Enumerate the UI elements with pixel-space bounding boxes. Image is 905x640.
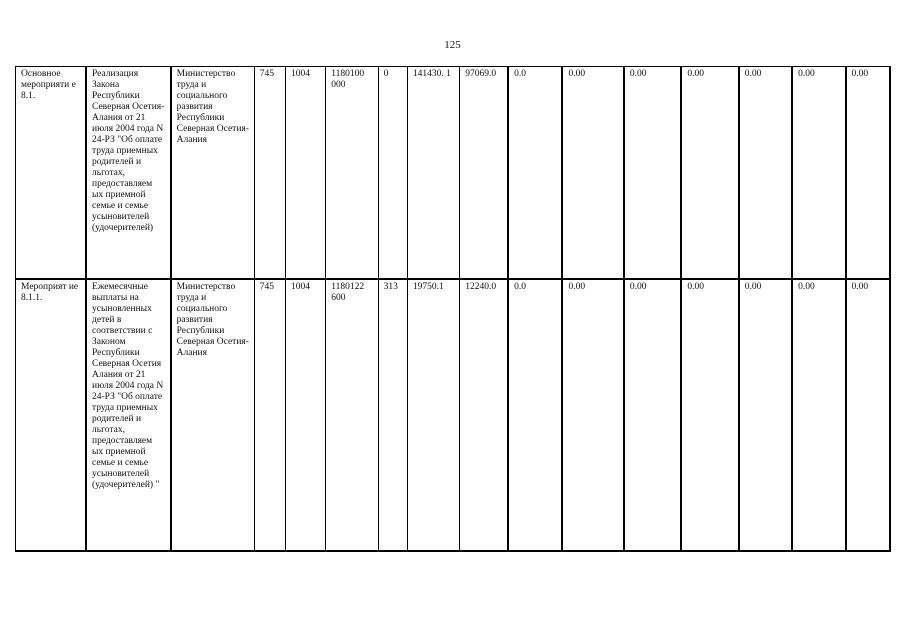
value-cell: 141430. 1 [407,67,459,280]
value-cell: 0.00 [792,279,845,551]
value-cell: 0.00 [562,279,623,551]
grbs-cell: 745 [254,67,285,280]
value-cell: 0.00 [792,67,845,280]
table-row [16,279,891,551]
value-cell: 0.00 [624,67,681,280]
status-cell: Основное мероприяти е 8.1. [16,67,87,280]
value-cell: 0.00 [846,67,890,280]
budget-table [15,66,891,552]
value-cell: 0.00 [739,279,792,551]
value-cell: 0.00 [624,279,681,551]
executor-cell: Министерство труда и социального развития Республики Северная Осетия-Алания [171,279,255,551]
rzpr-cell: 1004 [285,67,325,280]
vr-cell: 313 [378,279,407,551]
page-number: 125 [444,39,461,51]
value-cell: 0.00 [846,279,890,551]
value-cell: 97069.0 [460,67,508,280]
name-cell: Реализация Закона Республики Северная Осетия-Алания от 21 июля 2004 года N 24-РЗ "Об оплате труда приемных родителей и льготах, предоставляем ых приемной семье и семье усыновителей (удочерителей) [86,67,171,280]
vr-cell: 0 [378,67,407,280]
rzpr-cell: 1004 [285,279,325,551]
value-cell: 12240.0 [460,279,508,551]
table-row [16,67,891,280]
value-cell: 0.00 [681,67,738,280]
value-cell: 0.0 [508,279,562,551]
value-cell: 19750.1 [407,279,459,551]
value-cell: 0.00 [562,67,623,280]
value-cell: 0.0 [508,67,562,280]
executor-cell: Министерство труда и социального развития Республики Северная Осетия-Алания [171,67,255,280]
csr-cell: 1180100 000 [326,67,378,280]
name-cell: Ежемесячные выплаты на усыновленных детей в соответствии с Законом Республики Северная Осетия Алания от 21 июля 2004 года N 24-РЗ "Об оплате труда приемных родителей и льготах, предоставляем ых приемной семье и семье усыновителей (удочерителей) " [86,279,171,551]
status-cell: Мероприят ие 8.1.1. [16,279,87,551]
value-cell: 0.00 [739,67,792,280]
value-cell: 0.00 [681,279,738,551]
csr-cell: 1180122 600 [326,279,378,551]
grbs-cell: 745 [254,279,285,551]
